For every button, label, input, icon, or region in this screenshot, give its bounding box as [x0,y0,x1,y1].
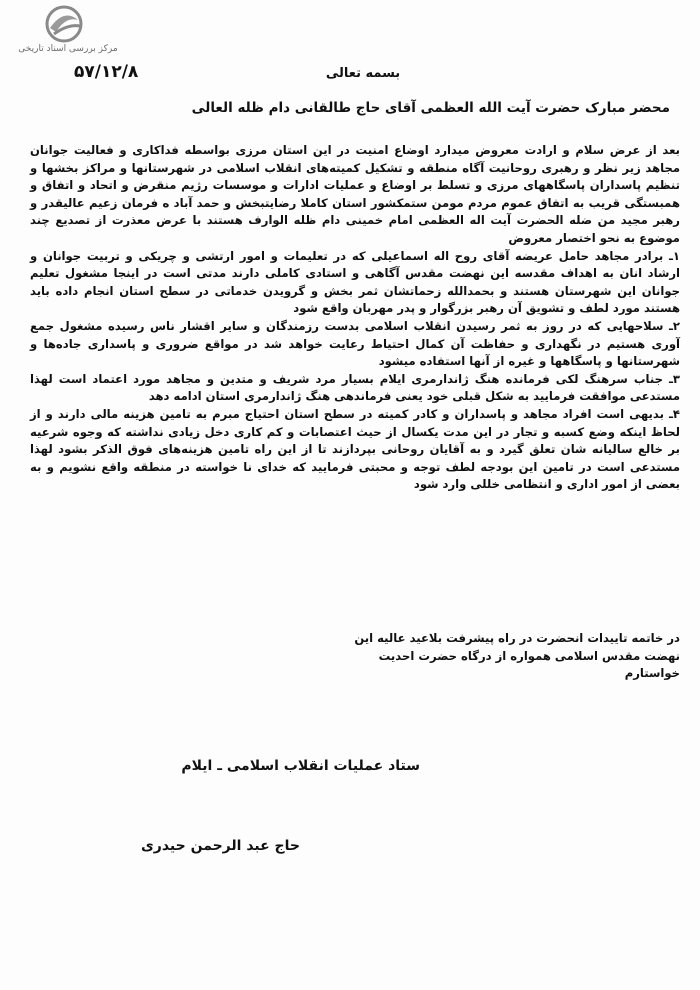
letter-paragraph: ۴ـ بدیهی است افراد مجاهد و پاسداران و کادر کمیته در سطح استان احتیاج مبرم به تامین هزینه مالی دارند و از لحاظ اینکه وضع کسبه و تجار در این مدت یکسال از حیث اعتصابات و کم کاری دخل زیادی نداشته که وجوه شرعیه بر خالع ساليانه شان تعلق گیرد و به آقایان روحانی بپردازند تا از این راه تامین هزینه‌های فوق الذکر بشود لهذا مستدعی است در تامین این بودجه لطف توجه و محبتی فرمایید که خدای نا خواسته در منطقه واقع نشویم و به بعضی از امور اداری و انتظامی خللی وارد شود [30,406,680,492]
letter-paragraph: ۳ـ جناب سرهنگ لکی فرمانده هنگ ژاندارمری ایلام بسیار مرد شریف و متدین و مجاهد مورد اعتماد است لهذا مستدعی موافقت فرمایید به شکل قبلی خود یعنی فرماندهی هنگ ژاندارمری استان ادامه دهد [30,371,680,404]
letter-salutation: محضر مبارک حضرت آیت الله العظمی آقای حاج طالقانی دام ظله العالی [191,100,670,116]
letter-paragraph: بعد از عرض سلام و ارادت معروض میدارد اوضاع امنیت در این استان مرزی بواسطه فداکاری و فعالیت جوانان مجاهد زیر نظر و رهبری روحانیت آگاه منطقه و تشکیل کمیته‌های انقلاب اسلامی در شهرستانها و مراکز بخشها و تنظیم پاسداران پاسگاههای مرزی و تسلط بر اوضاع و عملیات ادارات و موسسات رژیم منقرض و اتحاد و اتفاق و همبستگی قریب به اتفاق عموم مردم مومن ستمکشور استان کاملا رضایتبخش و حمد آباد ه فرمان زعیم عالیقدر و رهبر مجید من ضله الحضرت آیت اله العظمی امام خمینی دام ظله الوارف هستند با عرض معذرت از تصدیع چند موضوع به نحو اختصار معروض [30,143,680,245]
archive-name: مرکز بررسی اسناد تاریخی [18,44,118,54]
letter-body [30,142,680,494]
letter-paragraph: ۱ـ برادر مجاهد حامل عریضه آقای روح اله اسماعیلی که در تعلیمات و امور ارتشی و چریکی و تربیت جوانان و ارشاد انان به اهداف مقدسه این نهضت مقدس آگاهی و استادی کاملی دارند مدتی است در اینجا مشغول تعلیم جوانان این شهرستان هستند و بحمدالله زحماتشان ثمر بخش و گرویدن خدماتی در سطح استان انجام داده باید هستند مورد لطف و تشویق آن رهبر بزرگوار و پدر مهربان واقع شود [30,248,680,316]
archive-logo [8,4,128,64]
letter-closing: در خاتمه تاییدات انحضرت در راه پیشرفت بلاعید عالیه این نهضت مقدس اسلامی همواره از درگاه حضرت احدیت خواستارم [354,631,680,681]
archive-emblem-icon [40,4,88,44]
document-invocation: بسمه تعالی [325,66,401,81]
signature-organization: ستاد عملیات انقلاب اسلامی ـ ایلام [181,758,420,774]
letter-paragraph: ۲ـ سلاحهایی که در روز به ثمر رسیدن انقلاب اسلامی بدست رزمندگان و سایر اقشار ناس رسیده مشغول جمع آوری هستیم در نگهداری و حفاظت آن کمال احتیاط رعایت خواهد شد در مواقع ضروری و پاسداری جاده‌ها و شهرستانها و پاسگاهها و غیره از آنها استفاده میشود [30,318,680,369]
signature-name: حاج عبد الرحمن حیدری [140,838,300,854]
document-date: ۵۷/۱۲/۸ [74,62,139,82]
